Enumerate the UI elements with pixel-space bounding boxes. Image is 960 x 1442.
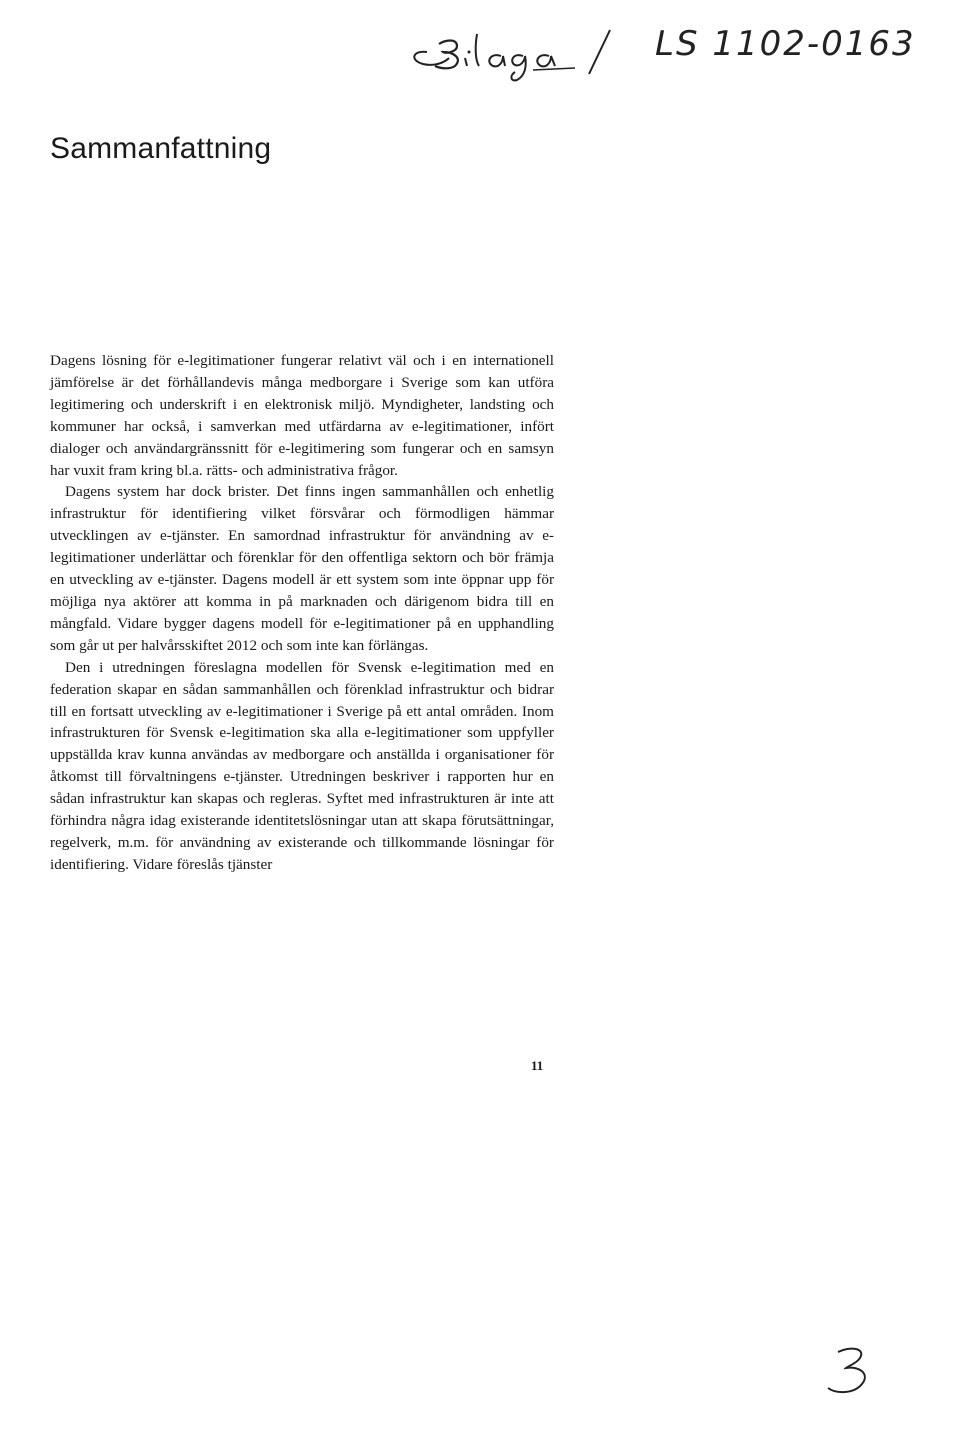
body-text: [50, 350, 554, 876]
annotation-reference-text: LS 1102-0163: [655, 24, 916, 64]
handwritten-number-three: [820, 1340, 880, 1400]
paragraph-1: Dagens lösning för e-legitimationer fungerar relativt väl och i en internationell jämförelse är det förhållandevis många medborgare i Sverige som kan utföra legitimering och underskrift i en elektronisk miljö. Myndigheter, landsting och kommuner har också, i samverkan med utfärdarna av e-legitimationer, infört dialoger och användargränssnitt för e-legitimering som fungerar och en samsyn har vuxit fram kring bl.a. rätts- och administrativa frågor.: [50, 352, 554, 479]
paragraph-2: Dagens system har dock brister. Det finns ingen sammanhållen och enhetlig infrastruktur för identifiering vilket försvårar och förmodligen hämmar utvecklingen av e-tjänster. En samordnad infrastruktur för användning av e-legitimationer underlättar och förenklar för den offentliga sektorn och bör främja en utveckling av e-tjänster. Dagens modell är ett system som inte öppnar upp för möjliga nya aktörer att komma in på marknaden och därigenom bidra till en mångfald. Vidare bygger dagens modell för e-legitimationer på en upphandling som går ut per halvårsskiftet 2012 och som inte kan förlängas.: [50, 483, 554, 654]
page-title: Sammanfattning: [50, 132, 272, 165]
paragraph-3: Den i utredningen föreslagna modellen för Svensk e-legitimation med en federation skapar en sådan sammanhållen och förenklad infrastruktur och bidrar till en fortsatt utveckling av e-legitimationer i Sverige på ett antal områden. Inom infrastrukturen för Svensk e-legitimation ska alla e-legitimationer som uppfyller uppställda krav kunna användas av medborgare och anställda i organisationer för åtkomst till förvaltningens e-tjänster. Utredningen beskriver i rapporten hur en sådan infrastruktur kan skapas och regleras. Syftet med infrastrukturen är inte att förhindra några idag existerande identitetslösningar utan att skapa förutsättningar, regelverk, m.m. för användning av existerande och tillkommande lösningar för identifiering. Vidare föreslås tjänster: [50, 658, 554, 873]
page-number: 11: [531, 1058, 544, 1073]
handwritten-page-mark: [820, 1340, 880, 1400]
handwritten-annotation: [405, 22, 916, 82]
